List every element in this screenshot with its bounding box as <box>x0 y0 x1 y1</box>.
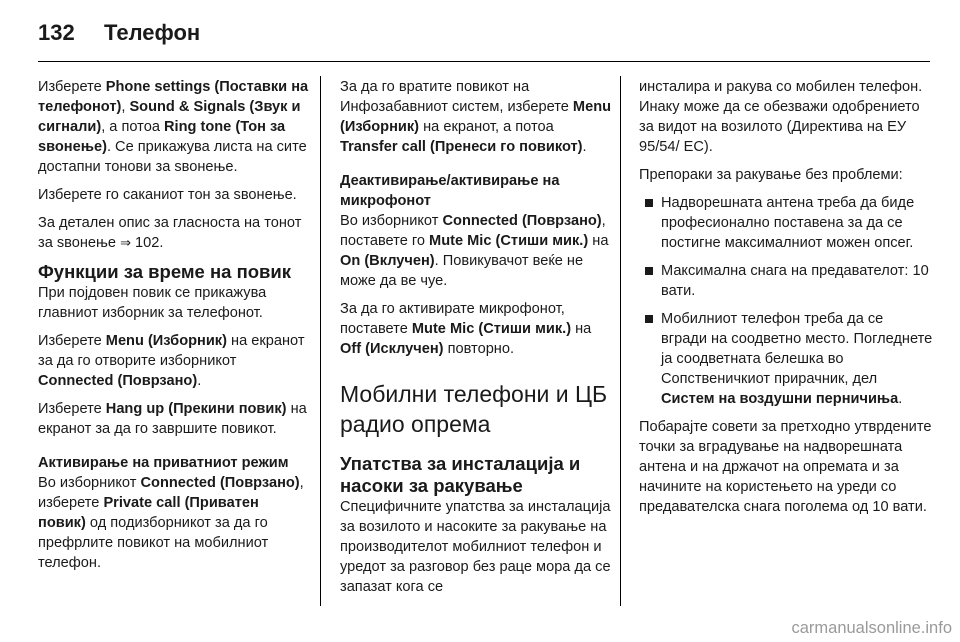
subheading: Деактивирање/активирање на микрофонот <box>340 173 560 209</box>
paragraph: Изберете го саканиот тон за ѕвонење. <box>38 187 297 203</box>
paragraph: Изберете Menu (Изборник) на екранот за да го отворите изборникот Connected (Поврзано). <box>38 333 305 389</box>
list-item <box>639 193 933 253</box>
paragraph: Изберете Hang up (Прекини повик) на екранот за да го завршите повикот. <box>38 401 307 437</box>
bold-term: On (Вклучен) <box>340 253 435 269</box>
page-reference: 102. <box>130 235 164 251</box>
paragraph: Изберете Phone settings (Поставки на телефонот), Sound & Signals (Звук и сигнали), а потоа Ring tone (Тон за ѕвонење). Се прикажува листа на сите достапни тонови за ѕвонење. <box>38 79 309 175</box>
bold-term: Transfer call (Пренеси го повикот) <box>340 139 583 155</box>
paragraph: Во изборникот Connected (Поврзано), поставете го Mute Mic (Стиши мик.) на On (Вклучен). Повикувачот веќе не може да ве чуе. <box>340 213 609 289</box>
bold-term: Connected (Поврзано) <box>38 373 198 389</box>
column-3 <box>639 77 933 525</box>
paragraph-text: За детален опис за гласноста на тонот за ѕвонење <box>38 215 302 251</box>
watermark: carmanualsonline.info <box>791 619 952 637</box>
paragraph: Специфичните упатства за инсталација за возилото и насоките за ракување на производителот мобилниот телефон и уредот за разговор без раце мора да се запазат кога се <box>340 499 611 595</box>
column-divider <box>320 76 321 606</box>
column-2 <box>340 77 612 605</box>
page-header <box>38 20 200 46</box>
bold-term: Phone settings (Поставки на телефонот) <box>38 79 309 115</box>
header-divider <box>38 61 930 62</box>
paragraph: Побарајте совети за претходно утврдените точки за вградување на надворешната антена и на држачот на опремата и за начините на користењето на уреди со предавателска снага поголема од 10 вати. <box>639 419 932 515</box>
paragraph: При појдовен повик се прикажува главниот изборник за телефонот. <box>38 285 267 321</box>
list-item-text: Надворешната антена треба да биде професионално поставена за да се постигне максималниот можен опсег. <box>661 195 915 251</box>
page-number: 132 <box>38 20 75 45</box>
square-bullet-icon <box>645 199 653 207</box>
list-item-text: Мобилниот телефон треба да се вгради на соодветно место. Погледнете ја соодветната белешка во Сопственичкиот прирачник, дел Систем на воздушни перничиња. <box>661 311 933 407</box>
subheading: Активирање на приватниот режим <box>38 455 289 471</box>
square-bullet-icon <box>645 267 653 275</box>
bold-term: Mute Mic (Стиши мик.) <box>429 233 589 249</box>
page-reference-icon: ⇒ <box>120 235 131 250</box>
bold-term: Sound & Signals (Звук и сигнали) <box>38 99 301 135</box>
section-heading: Функции за време на повик <box>38 261 292 282</box>
bold-term: Connected (Поврзано) <box>442 213 602 229</box>
bold-term: Hang up (Прекини повик) <box>105 401 287 417</box>
bold-term: Connected (Поврзано) <box>140 475 300 491</box>
paragraph: Во изборникот Connected (Поврзано), изберете Private call (Приватен повик) од подизборникот за да го префрлите повикот на мобилниот телефон. <box>38 475 304 571</box>
column-divider <box>620 76 621 606</box>
section-heading: Упатства за инсталација и насоки за ракување <box>340 453 581 496</box>
list-item <box>639 261 933 301</box>
paragraph: За да го вратите повикот на Инфозабавниот систем, изберете Menu (Изборник) на екранот, а потоа Transfer call (Пренеси го повикот). <box>340 79 612 155</box>
chapter-title: Телефон <box>104 20 201 45</box>
bold-term: Off (Исклучен) <box>340 341 444 357</box>
paragraph: За да го активирате микрофонот, поставете Mute Mic (Стиши мик.) на Off (Исклучен) повторно. <box>340 301 592 357</box>
paragraph <box>38 213 310 253</box>
bold-term: Mute Mic (Стиши мик.) <box>411 321 572 337</box>
list-item <box>639 309 933 409</box>
bold-term: Private call (Приватен повик) <box>38 495 259 531</box>
square-bullet-icon <box>645 315 653 323</box>
column-1 <box>38 77 310 581</box>
bold-term: Menu (Изборник) <box>105 333 227 349</box>
paragraph: Препораки за ракување без проблеми: <box>639 167 903 183</box>
bold-term: Систем на воздушни перничиња <box>661 391 899 407</box>
list-item-text: Максимална снага на предавателот: 10 вати. <box>661 263 929 299</box>
chapter-heading: Мобилни телефони и ЦБ радио опрема <box>340 381 608 437</box>
bold-term: Menu (Изборник) <box>340 99 612 135</box>
paragraph: инсталира и ракува со мобилен телефон. Инаку може да се обезважи одобрението за видот на возилото (Директива на ЕУ 95/54/ ЕС). <box>639 79 923 155</box>
bold-term: Ring tone (Тон за ѕвонење) <box>38 119 286 155</box>
